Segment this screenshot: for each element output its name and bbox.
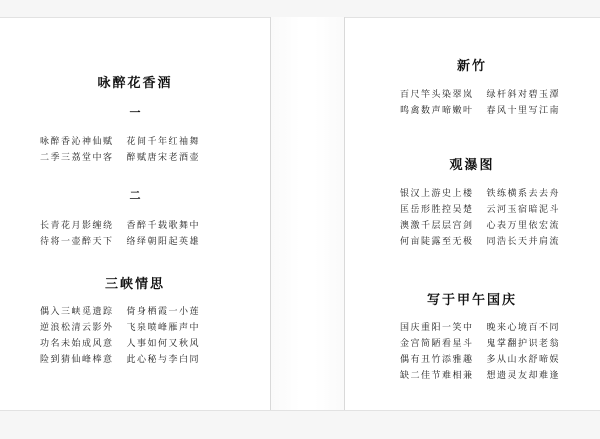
verse-couplet <box>400 186 560 202</box>
verse-couplet <box>40 134 200 150</box>
book-gutter <box>271 17 344 410</box>
poem-title: 咏醉花香酒 <box>97 76 173 91</box>
verse-line: 偶有丑竹添雅趣 <box>400 355 474 365</box>
poem-title: 观瀑图 <box>449 158 495 173</box>
verse-line: 绿杆斜对碧玉潭 <box>486 90 561 100</box>
verse-couplet <box>400 103 560 119</box>
verse-line: 澳激千层层宫剑 <box>400 221 474 231</box>
verse-line: 险到猜仙峰棒意 <box>40 355 114 365</box>
verse-line: 云河玉宿暗泥斗 <box>486 205 561 215</box>
verse-couplet <box>40 336 200 352</box>
verse-line: 国庆重阳一笑中 <box>400 323 474 333</box>
verse-line: 倚身栖霞一小莲 <box>126 307 201 317</box>
verse-line: 咏醉香沁神仙赋 <box>40 137 114 147</box>
verse-line: 金宫简陋看星斗 <box>400 339 474 349</box>
verse-line: 飞泉喷峰雁声中 <box>126 323 201 333</box>
verse-line: 缺二佳节难相兼 <box>400 371 474 381</box>
verse-line: 逆浪松清云影外 <box>40 323 114 333</box>
right-page <box>344 17 600 410</box>
verse-line: 百尺竿头染翠岚 <box>400 90 474 100</box>
verse-couplet <box>400 202 560 218</box>
verse-line: 想遗灵友却难逢 <box>486 371 561 381</box>
page-bottom-edge <box>0 410 600 439</box>
poem-title: 三峡情思 <box>104 277 165 292</box>
section-marker: 一 <box>129 106 141 119</box>
verse-line: 铁练横系去去舟 <box>486 189 561 199</box>
verse-line: 何亩陡露至无极 <box>400 237 474 247</box>
verse-line: 鸣禽数声啼嫩叶 <box>400 106 474 116</box>
poem-title: 新竹 <box>456 59 487 74</box>
verse-line: 多从山水舒啼娱 <box>486 355 561 365</box>
verse-line: 香醉千载歌舞中 <box>126 221 201 231</box>
verse-couplet <box>400 87 560 103</box>
verse-line: 此心秘与李白同 <box>126 355 201 365</box>
verse-couplet <box>40 218 200 234</box>
verse-couplet <box>400 352 560 368</box>
verse-couplet <box>40 352 200 368</box>
verse-couplet <box>400 320 560 336</box>
verse-line: 络绎朝阳起英雄 <box>126 237 201 247</box>
verse-line: 鬼掌翻护识老翁 <box>486 339 561 349</box>
poem-title: 写于甲午国庆 <box>426 293 517 308</box>
verse-line: 晚来心境百不同 <box>486 323 561 333</box>
verse-line: 待将一壶醉天下 <box>40 237 114 247</box>
verse-line: 匡岳形胜控吴楚 <box>400 205 474 215</box>
verse-couplet <box>40 320 200 336</box>
verse-couplet <box>400 234 560 250</box>
verse-couplet <box>400 368 560 384</box>
left-page <box>0 17 270 410</box>
verse-couplet <box>40 304 200 320</box>
gutter-line-left <box>270 17 271 410</box>
verse-line: 醉赋唐宋老酒壶 <box>126 153 201 163</box>
verse-line: 银汉上游史上楼 <box>400 189 474 199</box>
verse-line: 同浩长天并肩流 <box>486 237 561 247</box>
verse-line: 功名未始成风意 <box>40 339 114 349</box>
verse-line: 偶入三峡觅遗踪 <box>40 307 114 317</box>
verse-line: 花间千年红袖舞 <box>126 137 201 147</box>
verse-line: 二季三荔堂中客 <box>40 153 114 163</box>
page-top-edge <box>0 0 600 18</box>
verse-line: 长青花月影缠绕 <box>40 221 114 231</box>
verse-couplet <box>400 336 560 352</box>
section-marker: 二 <box>129 189 141 202</box>
verse-couplet <box>40 150 200 166</box>
verse-couplet <box>400 218 560 234</box>
verse-couplet <box>40 234 200 250</box>
verse-line: 春风十里写江南 <box>486 106 561 116</box>
verse-line: 心表万里依宏流 <box>486 221 561 231</box>
verse-line: 人事如何又秋风 <box>126 339 201 349</box>
